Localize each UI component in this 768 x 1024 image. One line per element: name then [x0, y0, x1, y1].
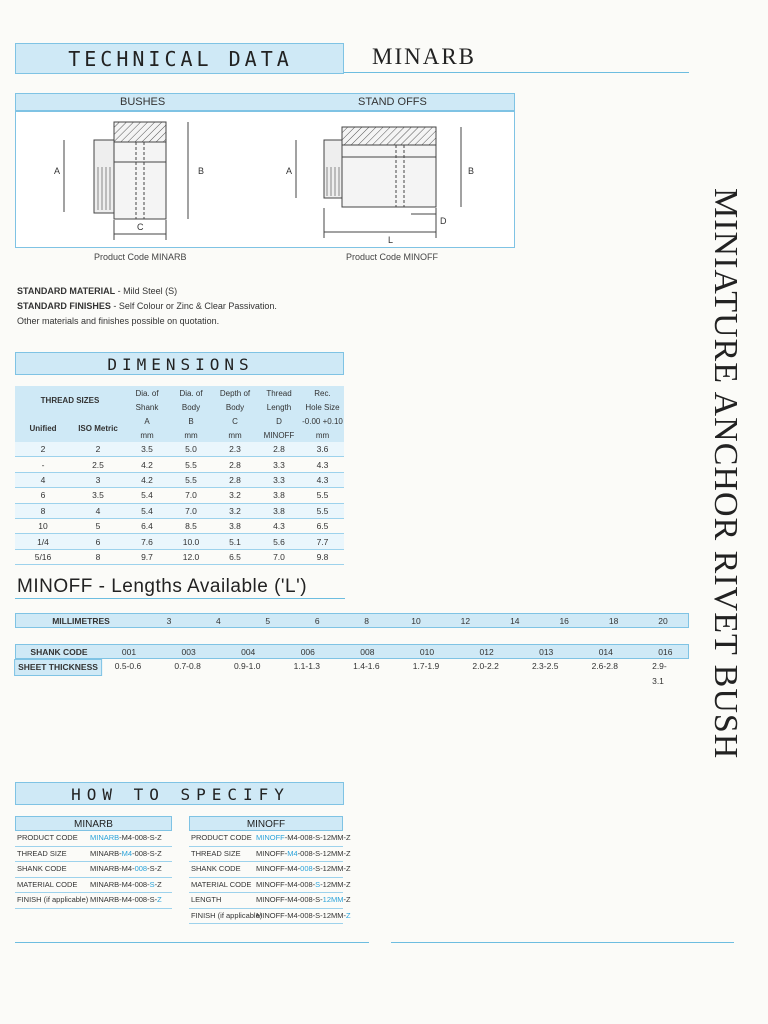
page-title: TECHNICAL DATA [68, 47, 293, 71]
col-header: MINOFF [257, 428, 301, 442]
length-cell: 004 [241, 647, 256, 657]
spec-code-part: -008-S-Z [132, 848, 162, 858]
table-cell: 5.4 [125, 503, 169, 518]
table-cell: 3 [71, 472, 125, 487]
table-row [15, 488, 344, 503]
col-header: D [257, 414, 301, 428]
col-header: A [125, 414, 169, 428]
spec-code-part: 008 [300, 864, 313, 873]
table-cell: 4.3 [301, 457, 344, 472]
spec-label: SHANK CODE [191, 864, 241, 873]
spec-code [256, 847, 351, 861]
spec-code-part: S [315, 879, 321, 889]
spec-code-part: MINARB-M4-008-S- [90, 895, 158, 904]
minoff-spec-heading: MINOFF [189, 816, 343, 831]
length-cell: 014 [598, 647, 613, 657]
spec-code-part: -008-S-12MM-Z [297, 848, 351, 858]
col-header: mm [213, 428, 257, 442]
spec-code-part: Z [157, 895, 162, 904]
length-cell: 0.7-0.8 [174, 661, 201, 671]
spec-code [90, 862, 162, 876]
length-cell: 2.6-2.8 [591, 661, 619, 671]
table-cell: 3.5 [71, 488, 125, 503]
table-cell: 3.8 [257, 488, 301, 503]
spec-code-part: MINOFF- [256, 848, 288, 858]
table-cell: 5.1 [213, 534, 257, 549]
table-row [15, 549, 344, 564]
spec-code-part: -12MM-Z [320, 879, 351, 889]
length-cell: 5 [265, 616, 271, 626]
table-cell: 5.6 [257, 534, 301, 549]
table-cell: 12.0 [169, 549, 213, 564]
spec-row [189, 862, 351, 878]
col-header: Depth of [213, 386, 257, 400]
length-cell: 20 [658, 616, 668, 626]
minoff-spec-block [189, 816, 351, 924]
length-cell: 012 [479, 647, 494, 657]
spec-row [15, 862, 172, 878]
spec-row [15, 847, 172, 863]
table-cell: 2 [15, 442, 71, 457]
material-value: - Mild Steel (S) [115, 286, 178, 296]
table-cell: 3.2 [213, 488, 257, 503]
col-header: Hole Size [301, 400, 344, 414]
table-row [15, 503, 344, 518]
table-cell: 5.0 [169, 442, 213, 457]
spec-code-part: -Z [343, 895, 351, 904]
standard-material [17, 286, 177, 296]
table-cell: 1/4 [15, 534, 71, 549]
spec-code-part: MINOFF-M4-008-S- [256, 895, 323, 904]
diagram-panel [15, 111, 515, 248]
spec-code-part: MINARB-M4- [90, 864, 135, 873]
length-cell: 1.7-1.9 [412, 661, 440, 671]
table-header-row [15, 386, 344, 400]
standoffs-caption: Product Code MINOFF [346, 252, 439, 262]
table-cell: 4.3 [257, 518, 301, 533]
bushes-heading: BUSHES [120, 96, 166, 108]
spec-code [256, 831, 351, 845]
spec-row [189, 878, 351, 894]
spec-code-part: MINOFF-M4-008-S-12MM- [256, 910, 347, 920]
spec-code-part: M4 [287, 848, 298, 858]
spec-code [90, 831, 162, 845]
table-cell: 2.8 [213, 457, 257, 472]
spec-row [15, 893, 172, 909]
table-cell: 8.5 [169, 518, 213, 533]
table-cell: 9.7 [125, 549, 169, 564]
spec-code-part: M4 [121, 848, 133, 858]
length-cell: 2.3-2.5 [531, 661, 559, 671]
spec-label: FINISH (if applicable) [191, 910, 263, 920]
dimensions-title-box [15, 352, 344, 375]
spec-code [256, 878, 351, 892]
table-cell: 7.0 [169, 488, 213, 503]
footer-rule-left [15, 942, 369, 943]
brand-name: MINARB [372, 44, 477, 69]
table-cell: 4.2 [125, 457, 169, 472]
table-cell: 5/16 [15, 549, 71, 564]
length-cell: 010 [419, 647, 435, 657]
bush-drawing [64, 122, 188, 240]
table-cell: 5.5 [301, 488, 344, 503]
other-materials-note: Other materials and finishes possible on quotation. [17, 316, 220, 326]
col-header: mm [169, 428, 213, 442]
spec-code-part: S [149, 879, 155, 889]
sheet-thickness-row [15, 659, 689, 686]
how-to-specify-title-box [15, 782, 344, 805]
length-cell: 2.9-3.1 [652, 661, 667, 686]
table-cell: 6 [71, 534, 125, 549]
table-header-row [15, 414, 344, 428]
col-header: mm [301, 428, 344, 442]
length-cell: 003 [181, 647, 196, 657]
shank-code-row [15, 644, 689, 659]
table-cell: 3.3 [257, 457, 301, 472]
table-cell: 6.5 [213, 549, 257, 564]
table-cell: 2.5 [71, 457, 125, 472]
spec-code [256, 893, 351, 907]
length-cell: 0.5-0.6 [114, 661, 142, 671]
col-header: B [169, 414, 213, 428]
table-cell: 7.6 [125, 534, 169, 549]
spec-label: PRODUCT CODE [17, 833, 78, 842]
spec-code-part: 008 [134, 864, 148, 873]
length-cell: 14 [510, 616, 520, 626]
col-header: Dia. of [125, 386, 169, 400]
dim-label-a-right: A [286, 166, 293, 176]
bushes-caption: Product Code MINARB [94, 252, 187, 262]
spec-code-part: MINOFF [256, 833, 285, 842]
dim-label-b-right: B [468, 166, 475, 176]
minarb-spec-heading: MINARB [15, 816, 172, 831]
standoff-drawing [296, 127, 461, 238]
dim-label-a-left: A [54, 166, 61, 176]
iso-header: ISO Metric [71, 414, 125, 442]
table-cell: 3.6 [301, 442, 344, 457]
table-cell: 10.0 [169, 534, 213, 549]
table-cell: 7.0 [169, 503, 213, 518]
length-cell: 008 [360, 647, 375, 657]
table-cell: 9.8 [301, 549, 344, 564]
spec-code [90, 878, 162, 892]
spec-code-part: -S-12MM-Z [312, 864, 351, 873]
spec-label: THREAD SIZE [191, 848, 241, 858]
table-row [15, 518, 344, 533]
unified-header: Unified [15, 414, 71, 442]
spec-code-part: Z [346, 910, 351, 920]
table-cell: 6.5 [301, 518, 344, 533]
col-header: Length [257, 400, 301, 414]
table-cell: 2.8 [257, 442, 301, 457]
how-to-specify-title: HOW TO SPECIFY [71, 785, 290, 804]
spec-row [189, 847, 351, 863]
spec-code-part: MINOFF-M4- [256, 864, 301, 873]
col-header: Rec. [301, 386, 344, 400]
spec-code-part: MINARB- [90, 848, 122, 858]
millimetres-row [15, 613, 689, 628]
table-cell: 2.3 [213, 442, 257, 457]
spec-label: LENGTH [191, 895, 222, 904]
spec-code-part: -Z [154, 879, 162, 889]
length-cell: 016 [658, 647, 673, 657]
table-cell: 4.3 [301, 472, 344, 487]
length-cell: 6 [314, 616, 320, 626]
spec-row [189, 909, 351, 925]
col-header: mm [125, 428, 169, 442]
table-cell: 2.8 [213, 472, 257, 487]
table-cell: 3.8 [257, 503, 301, 518]
col-header: Thread [257, 386, 301, 400]
col-header: Shank [125, 400, 169, 414]
length-cell: 16 [559, 616, 569, 626]
table-row [15, 472, 344, 487]
table-row [15, 457, 344, 472]
table-cell: 8 [71, 549, 125, 564]
table-cell: 7.0 [257, 549, 301, 564]
table-row [15, 534, 344, 549]
dimensions-table [15, 386, 344, 565]
table-cell: 3.5 [125, 442, 169, 457]
spec-label: SHANK CODE [17, 864, 67, 873]
standoffs-heading: STAND OFFS [358, 96, 427, 108]
spec-code [256, 862, 351, 876]
minoff-title-underline [15, 598, 345, 599]
footer-rule-right [391, 942, 734, 943]
length-cell: 1.1-1.3 [293, 661, 321, 671]
table-cell: 3.3 [257, 472, 301, 487]
dim-label-l: L [388, 235, 394, 245]
spec-row [189, 893, 351, 909]
millimetres-label: MILLIMETRES [52, 616, 110, 626]
spec-code-part: -M4-008-S-Z [119, 833, 162, 842]
thread-sizes-header: THREAD SIZES [15, 386, 125, 414]
header-title-box [15, 43, 344, 74]
spec-label: FINISH (if applicable) [17, 895, 89, 904]
shank-code-label: SHANK CODE [30, 647, 88, 657]
spec-row [189, 831, 351, 847]
finishes-label: STANDARD FINISHES [17, 301, 111, 311]
table-cell: 8 [15, 503, 71, 518]
spec-label: MATERIAL CODE [17, 879, 78, 889]
table-cell: 4 [71, 503, 125, 518]
table-cell: 4 [15, 472, 71, 487]
length-cell: 1.4-1.6 [353, 661, 380, 671]
table-cell: 3.8 [213, 518, 257, 533]
material-label: STANDARD MATERIAL [17, 286, 116, 296]
table-cell: 5.4 [125, 488, 169, 503]
standard-finishes [17, 301, 277, 311]
finishes-value: - Self Colour or Zinc & Clear Passivation. [110, 301, 277, 311]
spec-code-part: MINOFF-M4-008- [256, 879, 316, 889]
spec-code-part: MINARB-M4-008- [90, 879, 150, 889]
vertical-product-title: MINIATURE ANCHOR RIVET BUSH [707, 188, 744, 760]
length-cell: 4 [216, 616, 221, 626]
length-cell: 2.0-2.2 [472, 661, 499, 671]
table-cell: 6 [15, 488, 71, 503]
spec-code-part: -M4-008-S-12MM-Z [284, 833, 351, 842]
spec-code-part: -S-Z [147, 864, 162, 873]
spec-row [15, 831, 172, 847]
table-cell: 6.4 [125, 518, 169, 533]
spec-code [90, 847, 162, 861]
spec-code-part: MINARB [90, 833, 120, 842]
spec-code [90, 893, 162, 907]
length-cell: 006 [300, 647, 315, 657]
spec-code-part: 12MM [322, 895, 344, 904]
table-row [15, 442, 344, 457]
col-header: Dia. of [169, 386, 213, 400]
length-cell: 10 [411, 616, 421, 626]
spec-label: PRODUCT CODE [191, 833, 252, 842]
table-cell: 5.5 [169, 472, 213, 487]
diagram-heading-bar [15, 93, 515, 111]
header-divider [344, 72, 689, 73]
table-cell: 7.7 [301, 534, 344, 549]
minoff-lengths-title: MINOFF - Lengths Available ('L') [17, 576, 308, 597]
length-cell: 0.9-1.0 [233, 661, 261, 671]
dimensions-title: DIMENSIONS [107, 355, 254, 374]
table-cell: 2 [71, 442, 125, 457]
dim-label-d: D [440, 216, 447, 226]
sheet-thickness-label: SHEET THICKNESS [14, 659, 102, 676]
length-cell: 18 [608, 616, 619, 626]
col-header: Body [213, 400, 257, 414]
col-header: C [213, 414, 257, 428]
spec-label: MATERIAL CODE [191, 879, 252, 889]
length-cell: 3 [166, 616, 172, 626]
table-cell: - [15, 457, 71, 472]
spec-label: THREAD SIZE [17, 848, 67, 858]
table-cell: 5.5 [301, 503, 344, 518]
col-header: -0.00 +0.10 [301, 414, 344, 428]
length-cell: 001 [121, 647, 137, 657]
dim-label-c: C [137, 222, 144, 232]
table-cell: 5.5 [169, 457, 213, 472]
table-cell: 5 [71, 518, 125, 533]
table-cell: 4.2 [125, 472, 169, 487]
bush-standoff-drawing [16, 112, 514, 247]
length-cell: 013 [539, 647, 554, 657]
length-cell: 12 [460, 616, 471, 626]
spec-code [256, 909, 351, 923]
minarb-spec-block [15, 816, 172, 909]
table-cell: 10 [15, 518, 71, 533]
table-cell: 3.2 [213, 503, 257, 518]
col-header: Body [169, 400, 213, 414]
spec-row [15, 878, 172, 894]
dim-label-b-left: B [198, 166, 205, 176]
length-cell: 8 [364, 616, 369, 626]
